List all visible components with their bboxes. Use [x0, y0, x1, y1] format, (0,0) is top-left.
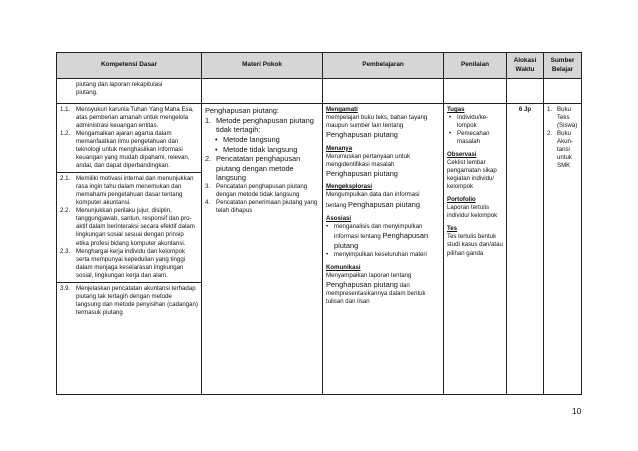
- materi-bullet: • Metode tidak langsung: [215, 145, 319, 155]
- kd-list: [60, 106, 198, 317]
- header-kompetensi-dasar: Kompetensi Dasar: [57, 53, 202, 79]
- alokasi-cell: 6 Jp: [507, 104, 544, 395]
- header-alokasi-waktu: Alokasi Waktu: [507, 53, 544, 79]
- pembelajaran-cell: [323, 104, 444, 395]
- header-row: [57, 53, 582, 79]
- sumber-list: [547, 106, 578, 170]
- komunikasi-text-2: Penghapusan piutang dan mempresentasikannya dalam bentuk tulisan dan lisan: [326, 279, 426, 305]
- kd-item: 1.2. Mengamalkan ajaran agama dalam memanfaatkan ilmu pengetahuan dan teknologi untuk menghasilkan informasi keuangan yang mudah dipahami, relevan, andal, dan dapat diperbandingkan.: [60, 130, 190, 170]
- continuation-line-1: piutang dan laporan rekapitulasi: [76, 81, 163, 88]
- materi-item-4: 4. Pencatatan penerimaan piutang yang telah dihapus: [205, 199, 318, 215]
- mengamati-topic: Penghapusan piutang: [326, 130, 398, 140]
- main-row: [57, 104, 582, 395]
- materi-item-1: 1. Metode penghapusan piutang tidak tertagih:: [205, 115, 314, 135]
- mengeksplorasi-heading: Mengeksplorasi: [326, 183, 373, 191]
- asosiasi-item: • menganalisis dan menyimpulkan informasi tentang Penghapusan piutang: [326, 223, 440, 251]
- kd-item: 1.1. Mensyukuri karunia Tuhan Yang Maha Esa, atas pemberian amanah untuk mengelola administrasi keuangan entitas.: [60, 106, 194, 130]
- mengamati-heading: Mengamati: [326, 106, 358, 113]
- asosiasi-item: • menyimpulkan keseluruhan materi: [326, 251, 440, 259]
- mengamati-text: mempelajari buku teks, bahan tayang maupun sumber lain tentang: [326, 114, 428, 130]
- materi-bullet: • Metode langsung: [215, 135, 319, 145]
- asosiasi-list: [326, 223, 440, 259]
- sumber-cell: [544, 104, 582, 395]
- materi-bullets: [205, 135, 319, 154]
- tugas-item: • Pemecahan masalah: [449, 130, 503, 146]
- komunikasi-text: Menyampaikan laporan tentang: [326, 271, 412, 279]
- portofolio-heading: Portofolio: [447, 196, 476, 204]
- penilaian-cell: [444, 104, 507, 395]
- menanya-topic: Penghapusan piutang: [326, 168, 398, 178]
- menanya-text: Merumuskan pertanyaan untuk mengidentifikasi masalah: [326, 152, 411, 168]
- syllabus-table: [56, 52, 582, 395]
- observasi-text: Ceklist lembar pengamatan sikap kegiatan individu/ kelompok: [447, 159, 497, 191]
- materi-item-3: 3. Pencatatan penghapusan piutang dengan metode tidak langsung: [205, 183, 308, 199]
- sumber-item: 1. Buku Teks (Siswa): [547, 106, 578, 130]
- menanya-heading: Menanya: [326, 144, 353, 152]
- materi-cell: [202, 104, 323, 395]
- continuation-cell: [57, 79, 202, 104]
- observasi-heading: Observasi: [447, 151, 477, 159]
- kd-item: 2.3. Menghargai kerja individu dan kelompok serta mempunyai kepedulian yang tinggi dalam menjaga keselarasan lingkungan sosial, lingkungan kerja dan alam.: [60, 247, 186, 279]
- portofolio-text: Laporan tertulis individu/ kelompok: [447, 204, 498, 220]
- header-sumber-belajar: Sumber Belajar: [544, 53, 582, 79]
- tes-text: Tes tertulis bentuk studi kasus dan/atau pilihan ganda: [447, 233, 503, 257]
- materi-list: [205, 116, 319, 135]
- materi-item-2: 2. Pencatatan penghapusan piutang dengan metode langsung: [205, 154, 301, 183]
- tes-heading: Tes: [447, 225, 458, 233]
- header-materi-pokok: Materi Pokok: [202, 53, 323, 79]
- tugas-heading: Tugas: [447, 106, 465, 113]
- kd-cell: [57, 104, 202, 395]
- tugas-item: • Individu/ke-lompok: [449, 114, 503, 130]
- header-penilaian: Penilaian: [444, 53, 507, 79]
- continuation-row: [57, 79, 582, 104]
- komunikasi-heading: Komunikasi: [326, 263, 361, 271]
- materi-list-2: [205, 154, 319, 215]
- tugas-list: [447, 114, 503, 146]
- kd-item: 2.1. Memiliki motivasi internal dan menunjukkan rasa ingin tahu dalam menemukan dan memahami pengetahuan dasar tentang komputer akuntansi.: [60, 175, 194, 207]
- page-number: 10: [572, 406, 582, 416]
- header-pembelajaran: Pembelajaran: [323, 53, 444, 79]
- sumber-item: 2. Buku Akun-tansi untuk SMK: [547, 130, 573, 170]
- continuation-line-2: piutang.: [76, 89, 98, 97]
- kd-item: 3.9. Menjelaskan pencatatan akuntansi terhadap piutang tak tertagih dengan metode langsung dan metode penyisihan (cadangan) termasuk piutang: [60, 284, 198, 316]
- materi-title: Penghapusan piutang:: [205, 106, 279, 115]
- kd-item: 2.2. Menunjukkan perilaku jujur, disiplin, tanggungjawab, santun, responsif dan pro-aktif dalam berinteraksi secara efektif dalam lingkungan sosial sesuai dengan prinsip etika profesi bidang komputer akuntansi.: [60, 207, 195, 247]
- mengeksplorasi-text: Mengumpulkan data dan informasi tentang Penghapusan piutang: [326, 191, 420, 209]
- asosiasi-heading: Asosiasi: [326, 214, 352, 222]
